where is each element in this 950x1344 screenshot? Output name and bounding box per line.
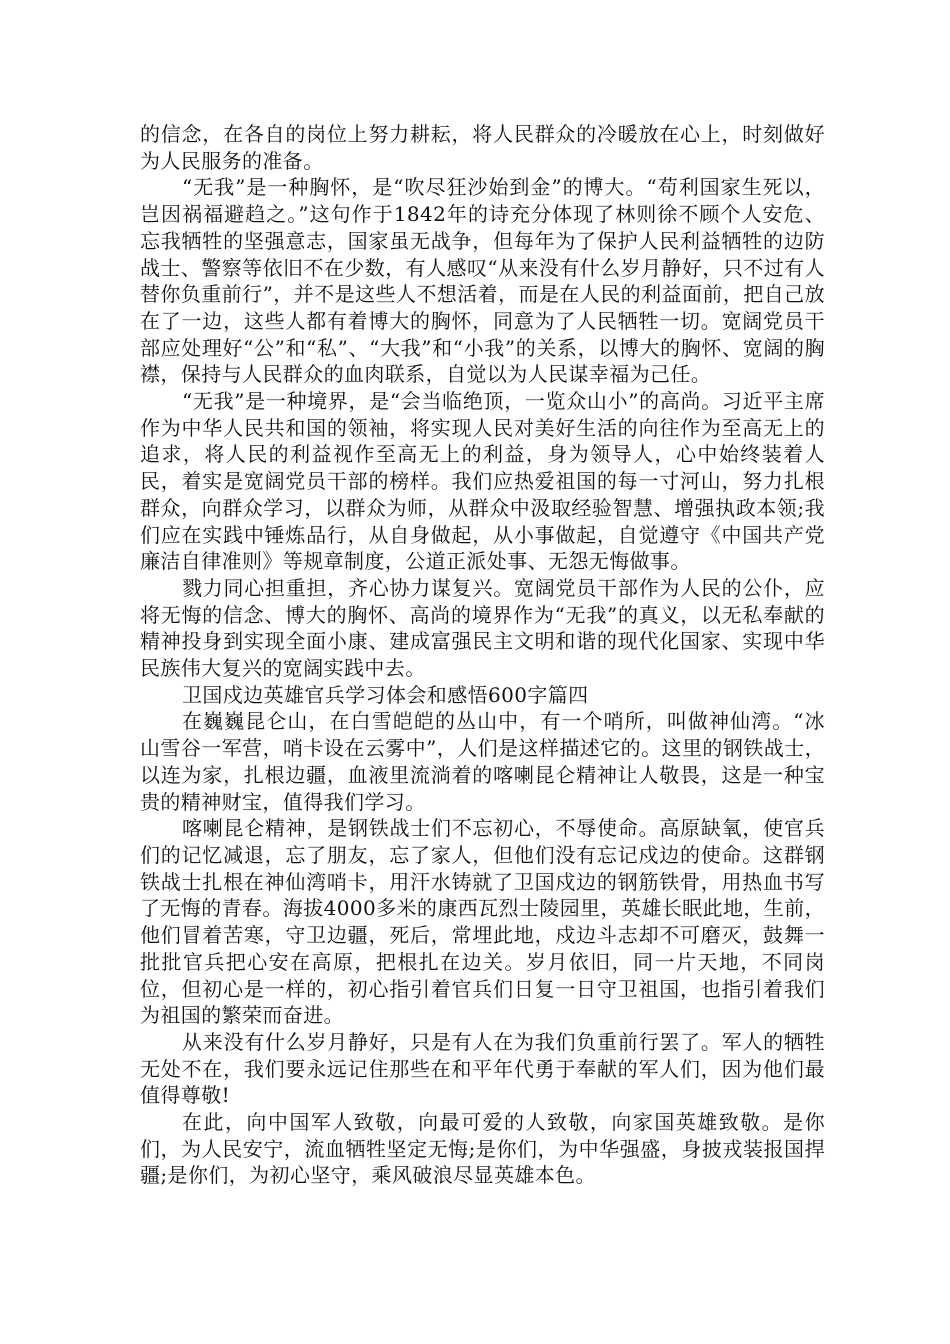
paragraph-karakoram-spirit: 喀喇昆仑精神，是钢铁战士们不忘初心，不辱使命。高原缺氧，使官兵们的记忆减退，忘了朋友，忘了家人，但他们没有忘记戍边的使命。这群钢铁战士扎根在神仙湾哨卡，用汗水铸就了卫国戍边的钢筋铁骨，用热血书写了无悔的青春。海拔4000多米的康西瓦烈士陵园里，英雄长眠此地，生前，他们冒着苦寒，守卫边疆，死后，常埋此地，戍边斗志却不可磨灭，鼓舞一批批官兵把心安在高原，把根扎在边关。岁月依旧，同一片天地，不同岗位，但初心是一样的，初心指引着官兵们日复一日守卫祖国，也指引着我们为祖国的繁荣而奋进。	[140, 816, 825, 1028]
paragraph-selfless-broad-mind: “无我”是一种胸怀，是“吹尽狂沙始到金”的博大。“苟利国家生死以，岂因祸福避趋之。”这句作于1842年的诗充分体现了林则徐不顾个人安危、忘我牺牲的坚强意志，国家虽无战争，但每年为了保护人民利益牺牲的边防战士、警察等依旧不在少数，有人感叹“从来没有什么岁月静好，只不过有人替你负重前行”，并不是这些人不想活着，而是在人民的利益面前，把自己放在了一边，这些人都有着博大的胸怀，同意为了人民牺牲一切。宽阔党员干部应处理好“公”和“私”、“大我”和“小我”的关系，以博大的胸怀、宽阔的胸襟，保持与人民群众的血肉联系，自觉以为人民谋幸福为己任。	[140, 175, 825, 387]
paragraph-salute: 在此，向中国军人致敬，向最可爱的人致敬，向家国英雄致敬。是你们，为人民安宁，流血牺牲坚定无悔;是你们，为中华强盛，身披戎装报国捍疆;是你们，为初心坚守，乘风破浪尽显英雄本色。	[140, 1110, 825, 1188]
section-heading: 卫国戍边英雄官兵学习体会和感悟600字篇四	[182, 682, 589, 707]
paragraph-continuation: 的信念，在各自的岗位上努力耕耘，将人民群众的冷暖放在心上，时刻做好为人民服务的准备。	[140, 122, 825, 173]
document-body	[140, 121, 825, 1189]
paragraph-shenxianwan: 在巍巍昆仑山，在白雪皑皑的丛山中，有一个哨所，叫做神仙湾。“冰山雪谷一军营，哨卡设在云雾中”，人们是这样描述它的。这里的钢铁战士，以连为家，扎根边疆，血液里流淌着的喀喇昆仑精神让人敬畏，这是一种宝贵的精神财宝，值得我们学习。	[140, 709, 825, 814]
paragraph-selfless-realm: “无我”是一种境界，是“会当临绝顶，一览众山小”的高尚。习近平主席作为中华人民共和国的领袖，将实现人民对美好生活的向往作为至高无上的追求，将人民的利益视作至高无上的利益，身为领导人，心中始终装着人民，着实是宽阔党员干部的榜样。我们应热爱祖国的每一寸河山，努力扎根群众，向群众学习，以群众为师，从群众中汲取经验智慧、增强执政本领;我们应在实践中锤炼品行，从自身做起，从小事做起，自觉遵守《中国共产党廉洁自律准则》等规章制度，公道正派处事、无怨无悔做事。	[140, 389, 825, 574]
paragraph-burden-bearers: 从来没有什么岁月静好，只是有人在为我们负重前行罢了。军人的牺牲无处不在，我们要永远记住那些在和平年代勇于奉献的军人们，因为他们最值得尊敬!	[140, 1029, 825, 1108]
paragraph-joint-effort: 戮力同心担重担，齐心协力谋复兴。宽阔党员干部作为人民的公仆，应将无悔的信念、博大的胸怀、高尚的境界作为“无我”的真义，以无私奉献的精神投身到实现全面小康、建成富强民主文明和谐的现代化国家、实现中华民族伟大复兴的宽阔实践中去。	[140, 575, 825, 681]
